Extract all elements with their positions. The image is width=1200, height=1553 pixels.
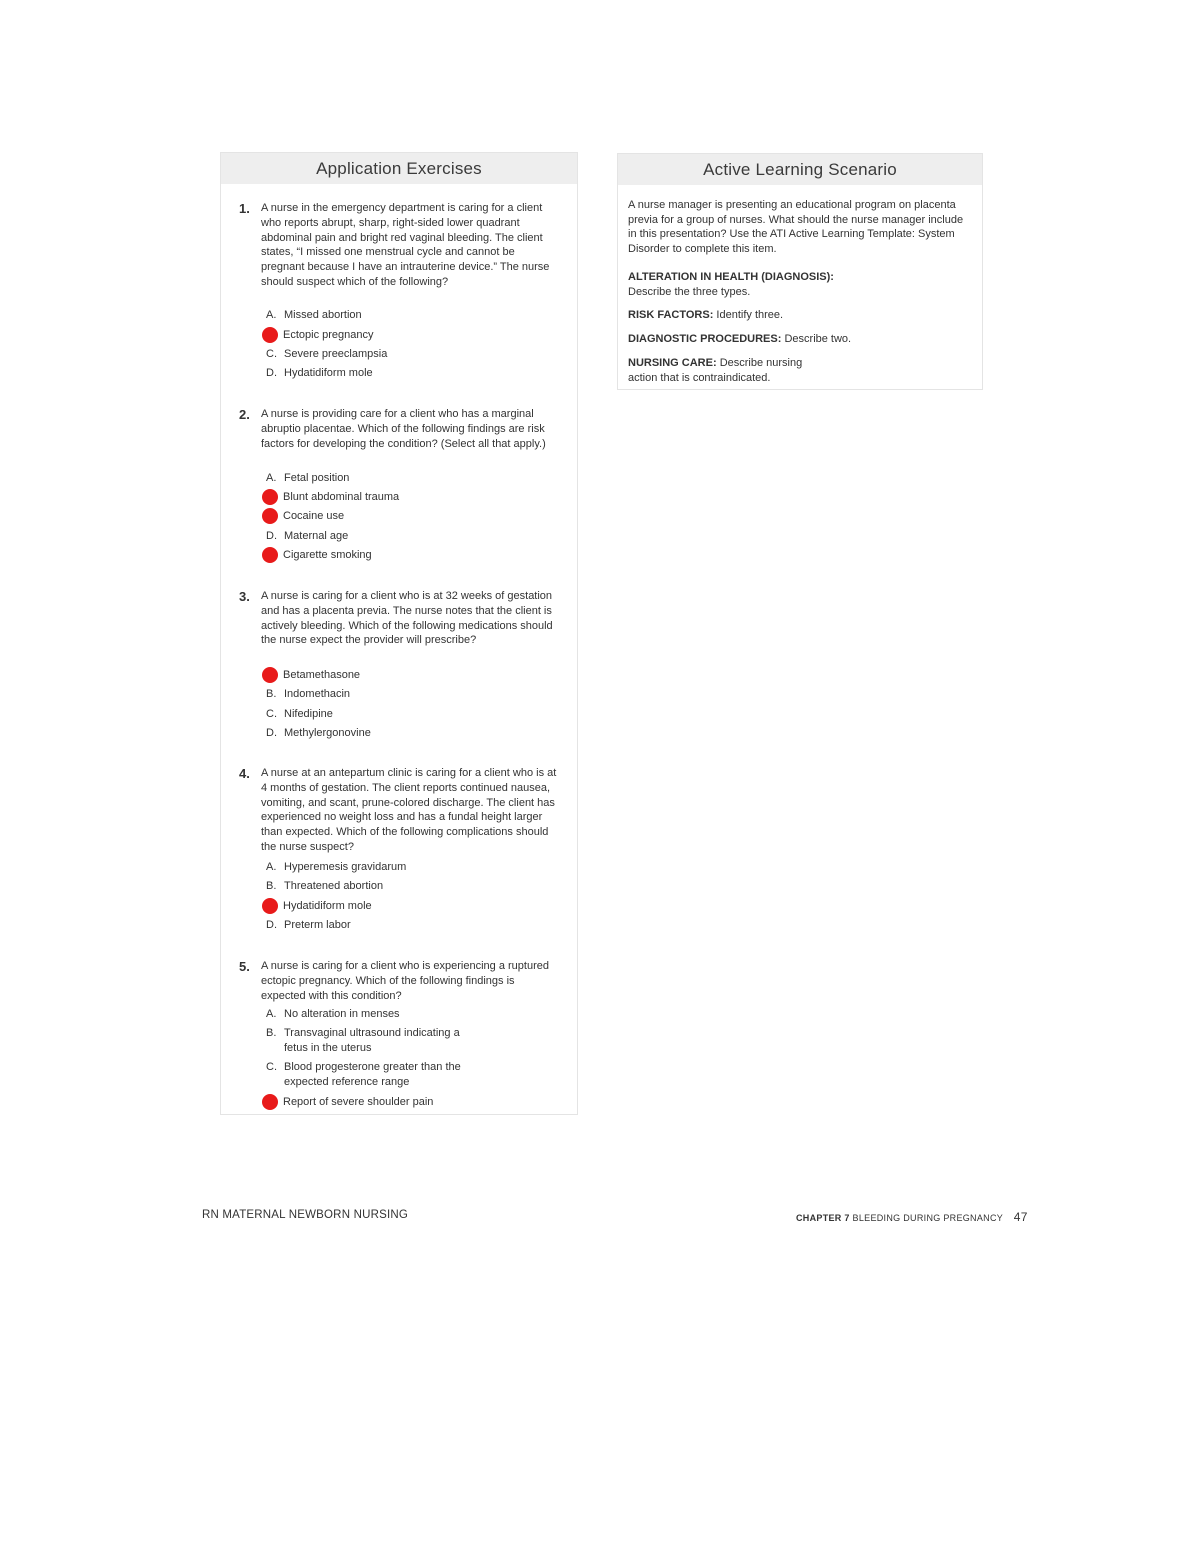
chapter-title: BLEEDING DURING PREGNANCY bbox=[852, 1213, 1003, 1223]
selected-answer-marker bbox=[262, 667, 278, 683]
option-c[interactable]: C. Blood progesterone greater than the expected reference range bbox=[266, 1061, 461, 1088]
option-c[interactable]: C. Severe preeclampsia bbox=[266, 348, 388, 360]
option-d[interactable]: D. Preterm labor bbox=[266, 919, 351, 931]
option-d[interactable]: D. Methylergonovine bbox=[266, 727, 371, 739]
scenario-section-nursing-care: NURSING CARE: Describe nursing action that is contraindicated. bbox=[628, 357, 803, 384]
application-exercises-panel bbox=[220, 152, 578, 1115]
option-c[interactable]: Cocaine use bbox=[261, 508, 344, 524]
question-number: 1. bbox=[239, 201, 250, 216]
option-d[interactable]: D. Maternal age bbox=[266, 530, 349, 542]
option-a[interactable]: Betamethasone bbox=[261, 667, 360, 683]
option-a[interactable]: A. Fetal position bbox=[266, 472, 350, 484]
option-a[interactable]: A. Hyperemesis gravidarum bbox=[266, 861, 407, 873]
active-learning-scenario-title: Active Learning Scenario bbox=[618, 154, 982, 185]
question-number: 2. bbox=[239, 407, 250, 422]
question-stem: A nurse is caring for a client who is at 32 weeks of gestation and has a placenta previa. The nurse notes that the client is actively bleeding. Which of the following medications should the nurse expect the provider will prescribe? bbox=[261, 590, 553, 647]
selected-answer-marker bbox=[262, 327, 278, 343]
selected-answer-marker bbox=[262, 898, 278, 914]
scenario-section-diagnostic: DIAGNOSTIC PROCEDURES: Describe two. bbox=[628, 333, 852, 345]
option-e[interactable]: Cigarette smoking bbox=[261, 547, 372, 563]
chapter-number: CHAPTER 7 bbox=[796, 1213, 850, 1223]
option-b[interactable]: Ectopic pregnancy bbox=[261, 327, 374, 343]
scenario-section-alteration: ALTERATION IN HEALTH (DIAGNOSIS): Describe the three types. bbox=[628, 271, 834, 298]
option-a[interactable]: A. No alteration in menses bbox=[266, 1008, 400, 1020]
question-stem: A nurse is providing care for a client who has a marginal abruptio placentae. Which of the following findings are risk factors for developing the condition? (Select all that apply.) bbox=[261, 408, 546, 450]
footer-book-title: RN MATERNAL NEWBORN NURSING bbox=[202, 1209, 409, 1221]
question-number: 5. bbox=[239, 959, 250, 974]
option-b[interactable]: B. Threatened abortion bbox=[266, 880, 384, 892]
scenario-section-risk-factors: RISK FACTORS: Identify three. bbox=[628, 309, 784, 321]
option-b[interactable]: Blunt abdominal trauma bbox=[261, 489, 399, 505]
selected-answer-marker bbox=[262, 489, 278, 505]
application-exercises-title: Application Exercises bbox=[221, 153, 577, 184]
option-d[interactable]: Report of severe shoulder pain bbox=[261, 1094, 433, 1110]
footer-chapter bbox=[796, 1210, 1028, 1224]
selected-answer-marker bbox=[262, 547, 278, 563]
option-c[interactable]: Hydatidiform mole bbox=[261, 898, 372, 914]
option-c[interactable]: C. Nifedipine bbox=[266, 708, 333, 720]
option-b[interactable]: B. Transvaginal ultrasound indicating a fetus in the uterus bbox=[266, 1027, 460, 1054]
option-d[interactable]: D. Hydatidiform mole bbox=[266, 367, 373, 379]
page-number: 47 bbox=[1013, 1210, 1028, 1224]
selected-answer-marker bbox=[262, 1094, 278, 1110]
question-number: 3. bbox=[239, 589, 250, 604]
option-b[interactable]: B. Indomethacin bbox=[266, 688, 351, 700]
scenario-intro: A nurse manager is presenting an educational program on placenta previa for a group of nurses. What should the nurse manager include in this presentation? Use the ATI Active Learning Template: System Disorder to complete this item. bbox=[628, 199, 964, 255]
active-learning-scenario-panel bbox=[617, 153, 983, 390]
question-number: 4. bbox=[239, 766, 250, 781]
selected-answer-marker bbox=[262, 508, 278, 524]
question-stem: A nurse is caring for a client who is experiencing a ruptured ectopic pregnancy. Which of the following findings is expected with this condition? bbox=[261, 960, 549, 1002]
question-stem: A nurse in the emergency department is caring for a client who reports abrupt, sharp, right-sided lower quadrant abdominal pain and bright red vaginal bleeding. The client states, “I missed one menstrual cycle and cannot be pregnant because I have an intrauterine device.” The nurse should suspect which of the following? bbox=[261, 202, 550, 288]
option-a[interactable]: A. Missed abortion bbox=[266, 309, 362, 321]
question-stem: A nurse at an antepartum clinic is caring for a client who is at 4 months of gestation. The client reports continued nausea, vomiting, and scant, prune-colored discharge. The client has experienced no weight loss and has a fundal height larger than expected. Which of the following complications should the nurse suspect? bbox=[261, 767, 557, 853]
